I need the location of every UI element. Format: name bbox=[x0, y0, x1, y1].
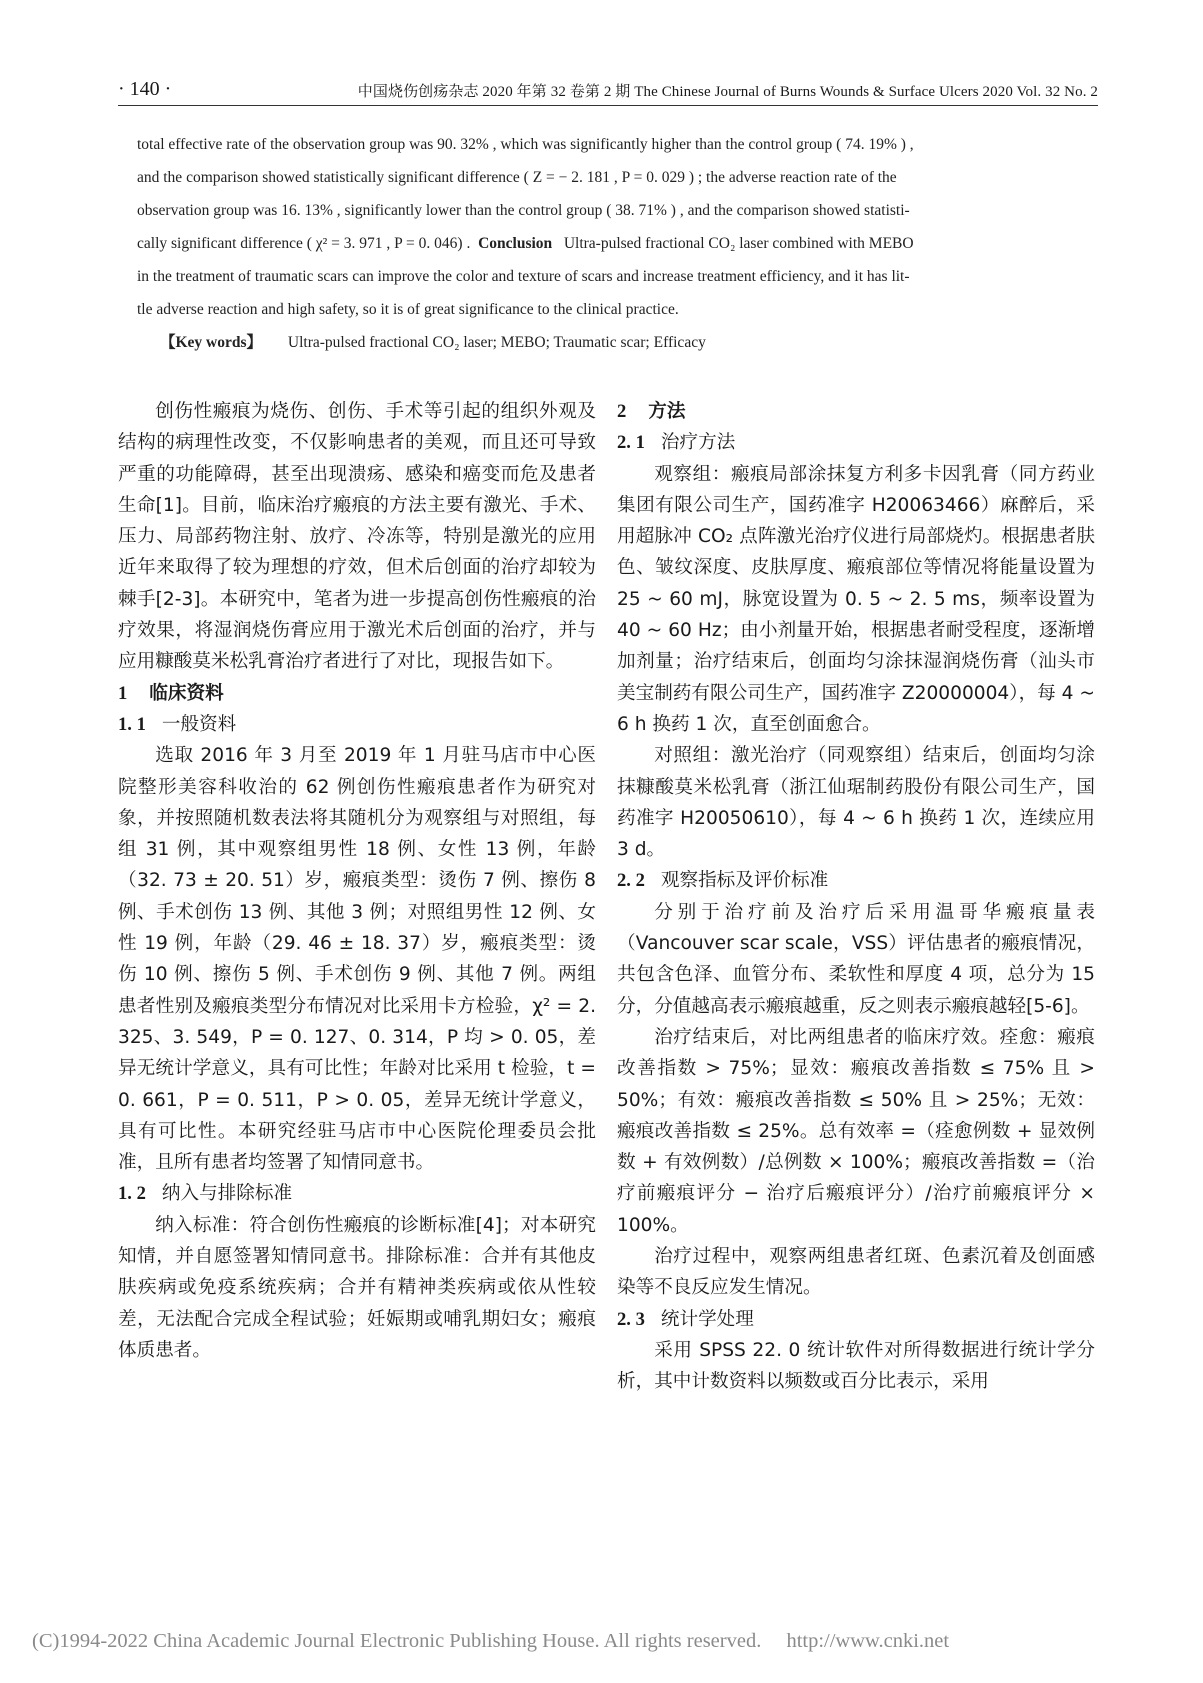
subsection-number: 1. 1 bbox=[118, 713, 146, 735]
abstract-line: total effective rate of the observation group was 90. 32% , which was significantly higher than the control group ( 74. 19% ) , bbox=[137, 136, 914, 153]
english-abstract bbox=[137, 128, 1055, 326]
subsection-title: 纳入与排除标准 bbox=[161, 1183, 293, 1205]
subsection-title: 一般资料 bbox=[161, 713, 237, 735]
subsection-number: 2. 1 bbox=[617, 432, 645, 454]
section-title: 临床资料 bbox=[149, 682, 224, 704]
section-number: 1 bbox=[118, 682, 128, 704]
body-paragraph: 纳入标准：符合创伤性瘢痕的诊断标准[4]；对本研究知情，并自愿签署知情同意书。排除标准：合并有其他皮肤疾病或免疫系统疾病；合并有精神类疾病或依从性较差，无法配合完成全程试验；妊娠期或哺乳期妇女；瘢痕体质患者。 bbox=[118, 1214, 596, 1361]
body-paragraph: 选取 2016 年 3 月至 2019 年 1 月驻马店市中心医院整形美容科收治的 62 例创伤性瘢痕患者作为研究对象，并按照随机数表法将其随机分为观察组与对照组，每组 31 例，其中观察组男性 18 例、女性 13 例，年龄（32. 73 ± 20. 51）岁，瘢痕类型：烫伤 7 例、擦伤 8 例、手术创伤 13 例、其他 3 例；对照组男性 12 例、女性 19 例，年龄（29. 46 ± 18. 37）岁，瘢痕类型：烫伤 10 例、擦伤 5 例、手术创伤 9 例、其他 7 例。两组患者性别及瘢痕类型分布情况对比采用卡方检验，χ² = 2. 325、3. 549，P = 0. 127、0. 314，P 均 > 0. 05，差异无统计学意义，具有可比性；年龄对比采用 t 检验，t = 0. 661，P = 0. 511，P > 0. 05，差异无统计学意义，具有可比性。本研究经驻马店市中心医院伦理委员会批准，且所有患者均签署了知情同意书。 bbox=[118, 745, 596, 1174]
body-paragraph: 观察组：瘢痕局部涂抹复方利多卡因乳膏（同方药业集团有限公司生产，国药准字 H20063466）麻醉后，采用超脉冲 CO₂ 点阵激光治疗仪进行局部烧灼。根据患者肤色、皱纹深度、皮肤厚度、瘢痕部位等情况将能量设置为 25 ~ 60 mJ，脉宽设置为 0. 5 ~ 2. 5 ms，频率设置为 40 ~ 60 Hz；由小剂量开始，根据患者耐受程度，逐渐增加剂量；治疗结束后，创面均匀涂抹湿润烧伤膏（汕头市美宝制药有限公司生产，国药准字 Z20000004），每 4 ~ 6 h 换药 1 次，直至创面愈合。 bbox=[617, 463, 1095, 735]
subsection-number: 1. 2 bbox=[118, 1183, 146, 1205]
body-paragraph: 采用 SPSS 22. 0 统计软件对所得数据进行统计学分析，其中计数资料以频数或百分比表示，采用 bbox=[617, 1339, 1095, 1393]
conclusion-label: Conclusion bbox=[478, 235, 553, 252]
subsection-title: 观察指标及评价标准 bbox=[660, 870, 829, 892]
abstract-line: tle adverse reaction and high safety, so it is of great significance to the clinical practice. bbox=[137, 301, 679, 318]
abstract-line bbox=[137, 227, 1055, 260]
section-heading bbox=[617, 396, 1095, 427]
intro-paragraph: 创伤性瘢痕为烧伤、创伤、手术等引起的组织外观及结构的病理性改变，不仅影响患者的美观，而且还可导致严重的功能障碍，甚至出现溃疡、感染和癌变而危及患者生命[1]。目前，临床治疗瘢痕的方法主要有激光、手术、压力、局部药物注射、放疗、冷冻等，特别是激光的应用近年来取得了较为理想的疗效，但术后创面的治疗却较为棘手[2-3]。本研究中，笔者为进一步提高创伤性瘢痕的治疗效果，将湿润烧伤膏应用于激光术后创面的治疗，并与应用糠酸莫米松乳膏治疗者进行了对比，现报告如下。 bbox=[118, 401, 596, 673]
page-number: · 140 · bbox=[118, 78, 172, 100]
keywords bbox=[160, 330, 1060, 352]
section-number: 2 bbox=[617, 401, 627, 422]
subsection-heading bbox=[617, 865, 1095, 896]
abstract-line: and the comparison showed statistically significant difference ( Z = − 2. 181 , P = 0. 029 ) ; the adverse reaction rate of the bbox=[137, 169, 897, 186]
right-column bbox=[617, 396, 1095, 1398]
copyright-footer bbox=[32, 1630, 1172, 1653]
subsection-number: 2. 2 bbox=[617, 870, 645, 892]
keywords-text: Ultra-pulsed fractional CO₂ laser; MEBO; Traumatic scar; Efficacy bbox=[287, 334, 706, 351]
body-paragraph: 治疗结束后，对比两组患者的临床疗效。痊愈：瘢痕改善指数 > 75%；显效：瘢痕改善指数 ≤ 75% 且 > 50%；有效：瘢痕改善指数 ≤ 50% 且 > 25%；无效：瘢痕改善指数 ≤ 25%。总有效率 =（痊愈例数 + 显效例数 + 有效例数）/总例数 × 100%；瘢痕改善指数 =（治疗前瘢痕评分 − 治疗后瘢痕评分）/治疗前瘢痕评分 × 100%。 bbox=[617, 1026, 1095, 1236]
footer-url: http://www.cnki.net bbox=[786, 1630, 950, 1652]
body-paragraph: 对照组：激光治疗（同观察组）结束后，创面均匀涂抹糠酸莫米松乳膏（浙江仙琚制药股份有限公司生产，国药准字 H20050610），每 4 ~ 6 h 换药 1 次，连续应用 3 d。 bbox=[617, 745, 1095, 861]
abstract-line: observation group was 16. 13% , significantly lower than the control group ( 38. 71% ) , and the comparison showed statisti- bbox=[137, 202, 910, 219]
body-paragraph: 分别于治疗前及治疗后采用温哥华瘢痕量表（Vancouver scar scale，VSS）评估患者的瘢痕情况，共包含色泽、血管分布、柔软性和厚度 4 项，总分为 15 分，分值越高表示瘢痕越重，反之则表示瘢痕越轻[5-6]。 bbox=[617, 901, 1095, 1017]
subsection-heading bbox=[617, 427, 1095, 458]
subsection-number: 2. 3 bbox=[617, 1308, 645, 1330]
section-heading bbox=[118, 678, 596, 709]
subsection-title: 统计学处理 bbox=[660, 1308, 754, 1330]
subsection-heading bbox=[118, 1178, 596, 1209]
subsection-heading bbox=[118, 709, 596, 740]
section-title: 方法 bbox=[648, 401, 686, 422]
running-header bbox=[118, 72, 1098, 106]
journal-running-title: 中国烧伤创疡杂志 2020 年第 32 卷第 2 期 The Chinese Journal of Burns Wounds & Surface Ulcers 2020 Vol. 32 No. 2 bbox=[357, 84, 1098, 100]
abstract-text: Ultra-pulsed fractional CO₂ laser combined with MEBO bbox=[563, 235, 914, 252]
subsection-title: 治疗方法 bbox=[660, 432, 736, 454]
keywords-label: 【Key words】 bbox=[160, 334, 263, 351]
body-paragraph: 治疗过程中，观察两组患者红斑、色素沉着及创面感染等不良反应发生情况。 bbox=[617, 1246, 1095, 1299]
copyright-text: (C)1994-2022 China Academic Journal Electronic Publishing House. All rights reserved. bbox=[32, 1630, 762, 1652]
abstract-line: in the treatment of traumatic scars can improve the color and texture of scars and increase treatment efficiency, and it has lit- bbox=[137, 268, 910, 285]
abstract-text: cally significant difference ( χ² = 3. 971 , P = 0. 046) . bbox=[137, 235, 471, 252]
left-column bbox=[118, 396, 596, 1366]
subsection-heading bbox=[617, 1304, 1095, 1335]
